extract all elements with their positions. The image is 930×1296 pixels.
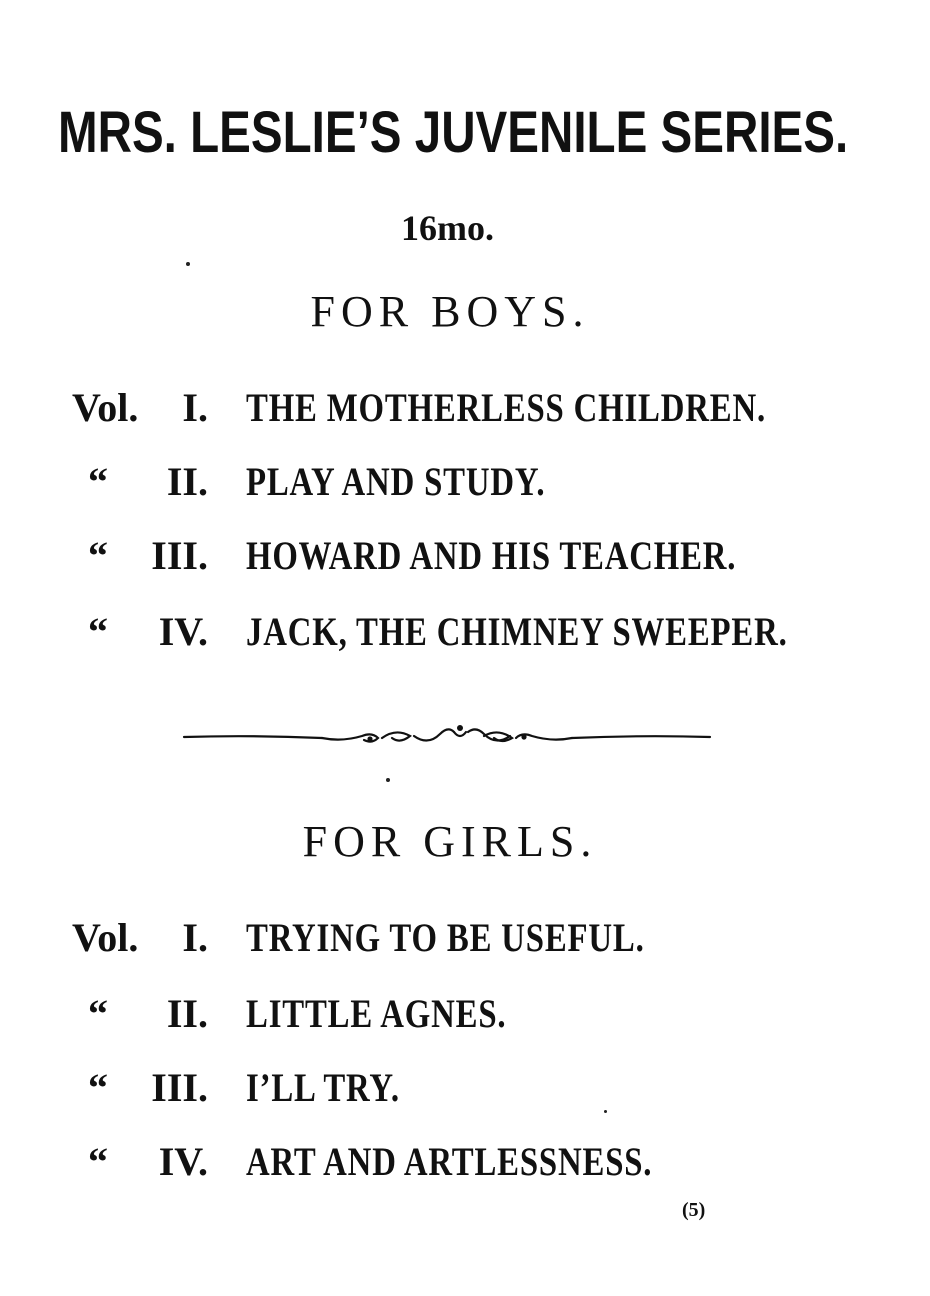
volume-title: LITTLE AGNES. <box>246 991 507 1036</box>
volume-prefix: Vol. <box>72 915 139 960</box>
girls-volume-4 <box>0 1139 900 1192</box>
volume-number: III. <box>151 1065 208 1110</box>
ditto-mark: “ <box>88 459 108 504</box>
volume-number: I. <box>182 385 208 430</box>
format-label: 16mo. <box>401 208 494 248</box>
girls-heading: FOR GIRLS. <box>302 817 598 866</box>
print-speck <box>604 1110 607 1113</box>
volume-title: HOWARD AND HIS TEACHER. <box>246 533 737 578</box>
girls-volume-3 <box>0 1065 900 1118</box>
volume-title: THE MOTHERLESS CHILDREN. <box>246 385 766 430</box>
volume-title: PLAY AND STUDY. <box>246 459 546 504</box>
girls-volume-2 <box>0 991 900 1044</box>
scroll-ornament-icon <box>182 720 712 754</box>
girls-volume-1 <box>0 915 900 968</box>
volume-number: IV. <box>158 1139 208 1184</box>
volume-number: II. <box>166 459 208 504</box>
volume-prefix: Vol. <box>72 385 139 430</box>
ditto-mark: “ <box>88 1065 108 1110</box>
volume-title: TRYING TO BE USEFUL. <box>246 915 645 960</box>
volume-number: I. <box>182 915 208 960</box>
volume-title: I’LL TRY. <box>246 1065 400 1110</box>
volume-number: II. <box>166 991 208 1036</box>
volume-title: JACK, THE CHIMNEY SWEEPER. <box>246 609 788 654</box>
boys-volume-1 <box>0 385 900 438</box>
print-speck <box>186 262 190 266</box>
ditto-mark: “ <box>88 991 108 1036</box>
volume-title: ART AND ARTLESSNESS. <box>246 1139 653 1184</box>
page-number: (5) <box>682 1199 706 1221</box>
volume-number: IV. <box>158 609 208 654</box>
ditto-mark: “ <box>88 609 108 654</box>
series-title: MRS. LESLIE’S JUVENILE SERIES. <box>58 100 849 165</box>
boys-volume-4 <box>0 609 900 662</box>
volume-number: III. <box>151 533 208 578</box>
ditto-mark: “ <box>88 533 108 578</box>
boys-volume-3 <box>0 533 900 586</box>
boys-volume-2 <box>0 459 900 512</box>
ditto-mark: “ <box>88 1139 108 1184</box>
print-speck <box>386 778 390 782</box>
boys-heading: FOR BOYS. <box>310 287 590 336</box>
